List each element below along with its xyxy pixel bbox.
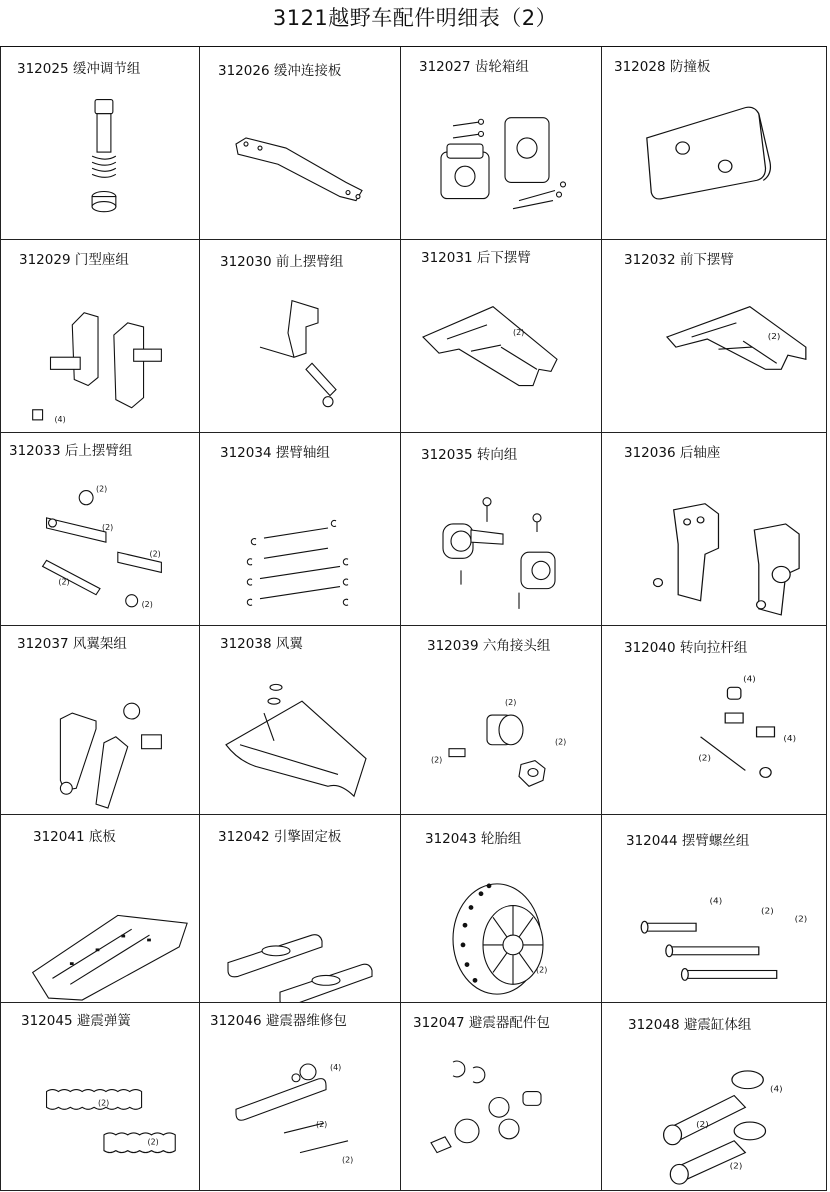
quantity-label: (2) [505,698,517,708]
part-label [419,55,529,75]
part-code: 312042 [218,829,270,845]
part-label [220,441,330,461]
part-cell-312041 [0,815,200,1003]
part-code: 312047 [413,1015,465,1031]
quantity-label: (2) [767,332,781,342]
quantity-label: (2) [101,522,114,533]
part-cell-312046 [200,1003,401,1191]
part-code: 312044 [626,833,678,849]
part-label [19,248,129,268]
part-label [614,55,710,75]
part-illustration [1,1003,199,1190]
part-cell-312045 [0,1003,200,1191]
quantity-label: (4) [770,1084,783,1094]
part-cell-312040 [602,626,827,815]
quantity-label: (2) [96,484,108,494]
part-cell-312025 [0,47,200,240]
part-code: 312046 [210,1013,262,1029]
part-name: 后轴座 [675,445,721,461]
part-cell-312026 [200,47,401,240]
part-label [425,827,521,847]
part-label [624,248,734,268]
part-code: 312028 [614,59,666,75]
part-cell-312036 [602,433,827,626]
part-name: 前上摆臂组 [271,254,344,270]
parts-table [0,46,827,1191]
part-code: 312048 [628,1017,680,1033]
part-illustration [200,433,400,625]
part-cell-312038 [200,626,401,815]
part-name: 转向拉杆组 [675,640,748,656]
part-illustration [1,240,199,432]
part-illustration [401,240,601,432]
part-cell-312043 [401,815,602,1003]
quantity-label: (2) [729,1160,743,1171]
part-name: 底板 [84,829,116,845]
part-label [624,441,720,461]
part-cell-312032 [602,240,827,433]
quantity-label: (2) [794,913,808,924]
part-name: 避震器维修包 [261,1013,347,1029]
part-cell-312029 [0,240,200,433]
part-code: 312036 [624,445,676,461]
part-name: 避震弹簧 [72,1013,131,1029]
part-label [218,825,341,845]
part-label [413,1011,550,1031]
part-label [220,632,303,652]
part-code: 312035 [421,447,473,463]
part-illustration [401,626,601,814]
part-name: 摆臂螺丝组 [677,833,750,849]
part-label [21,1009,131,1029]
part-cell-312047 [401,1003,602,1191]
quantity-label: (2) [761,905,774,916]
quantity-label: (2) [58,577,70,587]
part-cell-312048 [602,1003,827,1191]
part-name: 引擎固定板 [269,829,342,845]
part-label [628,1013,751,1033]
part-cell-312039 [401,626,602,815]
part-name: 转向组 [472,447,518,463]
part-code: 312041 [33,829,85,845]
part-label [421,443,517,463]
quantity-label: (4) [330,1062,342,1072]
part-cell-312031 [401,240,602,433]
part-code: 312045 [21,1013,73,1029]
quantity-label: (2) [141,599,153,609]
quantity-label: (4) [54,414,66,424]
part-name: 轮胎组 [476,831,522,847]
page-title: 3121越野车配件明细表（2） [272,6,558,30]
part-illustration [602,240,826,432]
part-name: 防撞板 [665,59,711,75]
part-name: 门型座组 [70,252,129,268]
part-label [624,636,747,656]
quantity-label: (2) [316,1120,328,1129]
part-code: 312026 [218,63,270,79]
part-name: 后上摆臂组 [60,443,133,459]
part-cell-312033 [0,433,200,626]
part-cell-312034 [200,433,401,626]
part-code: 312037 [17,636,69,652]
part-illustration [200,626,400,814]
part-code: 312027 [419,59,471,75]
part-label [17,57,140,77]
part-cell-312027 [401,47,602,240]
part-label [427,634,550,654]
part-code: 312030 [220,254,272,270]
part-label [210,1009,347,1029]
part-name: 缓冲调节组 [68,61,141,77]
part-cell-312028 [602,47,827,240]
part-illustration [401,1003,601,1190]
part-label [218,59,341,79]
quantity-label: (2) [513,327,525,337]
part-label [33,825,116,845]
part-label [220,250,343,270]
part-cell-312044 [602,815,827,1003]
part-name: 风翼架组 [68,636,127,652]
part-label [9,439,132,459]
part-code: 312025 [17,61,69,77]
part-code: 312043 [425,831,477,847]
part-cell-312037 [0,626,200,815]
quantity-label: (4) [743,673,756,684]
quantity-label: (2) [536,965,548,975]
part-code: 312040 [624,640,676,656]
part-code: 312031 [421,250,473,266]
part-illustration [200,1003,400,1190]
part-code: 312033 [9,443,61,459]
part-code: 312039 [427,638,479,654]
quantity-label: (4) [709,896,723,906]
part-illustration [1,626,199,814]
part-code: 312032 [624,252,676,268]
part-name: 避震缸体组 [679,1017,752,1033]
part-label [17,632,127,652]
part-code: 312038 [220,636,272,652]
quantity-label: (4) [783,733,797,743]
part-code: 312029 [19,252,71,268]
part-name: 摆臂轴组 [271,445,330,461]
part-illustration [1,433,199,625]
quantity-label: (2) [149,549,161,559]
part-label [421,246,531,266]
part-name: 缓冲连接板 [269,63,342,79]
quantity-label: (2) [342,1155,354,1165]
part-illustration [602,47,826,239]
quantity-label: (2) [98,1098,110,1108]
quantity-label: (2) [431,755,443,765]
part-cell-312035 [401,433,602,626]
quantity-label: (2) [696,1119,709,1129]
quantity-label: (2) [147,1137,159,1147]
part-illustration [401,47,601,239]
part-cell-312042 [200,815,401,1003]
part-name: 后下摆臂 [472,250,531,266]
quantity-label: (2) [555,737,567,747]
part-name: 六角接头组 [478,638,551,654]
part-name: 齿轮箱组 [470,59,529,75]
part-illustration [602,433,826,625]
part-cell-312030 [200,240,401,433]
part-code: 312034 [220,445,272,461]
quantity-label: (2) [698,753,711,763]
part-name: 风翼 [271,636,303,652]
part-name: 前下摆臂 [675,252,734,268]
part-label [626,829,749,849]
part-name: 避震器配件包 [464,1015,550,1031]
